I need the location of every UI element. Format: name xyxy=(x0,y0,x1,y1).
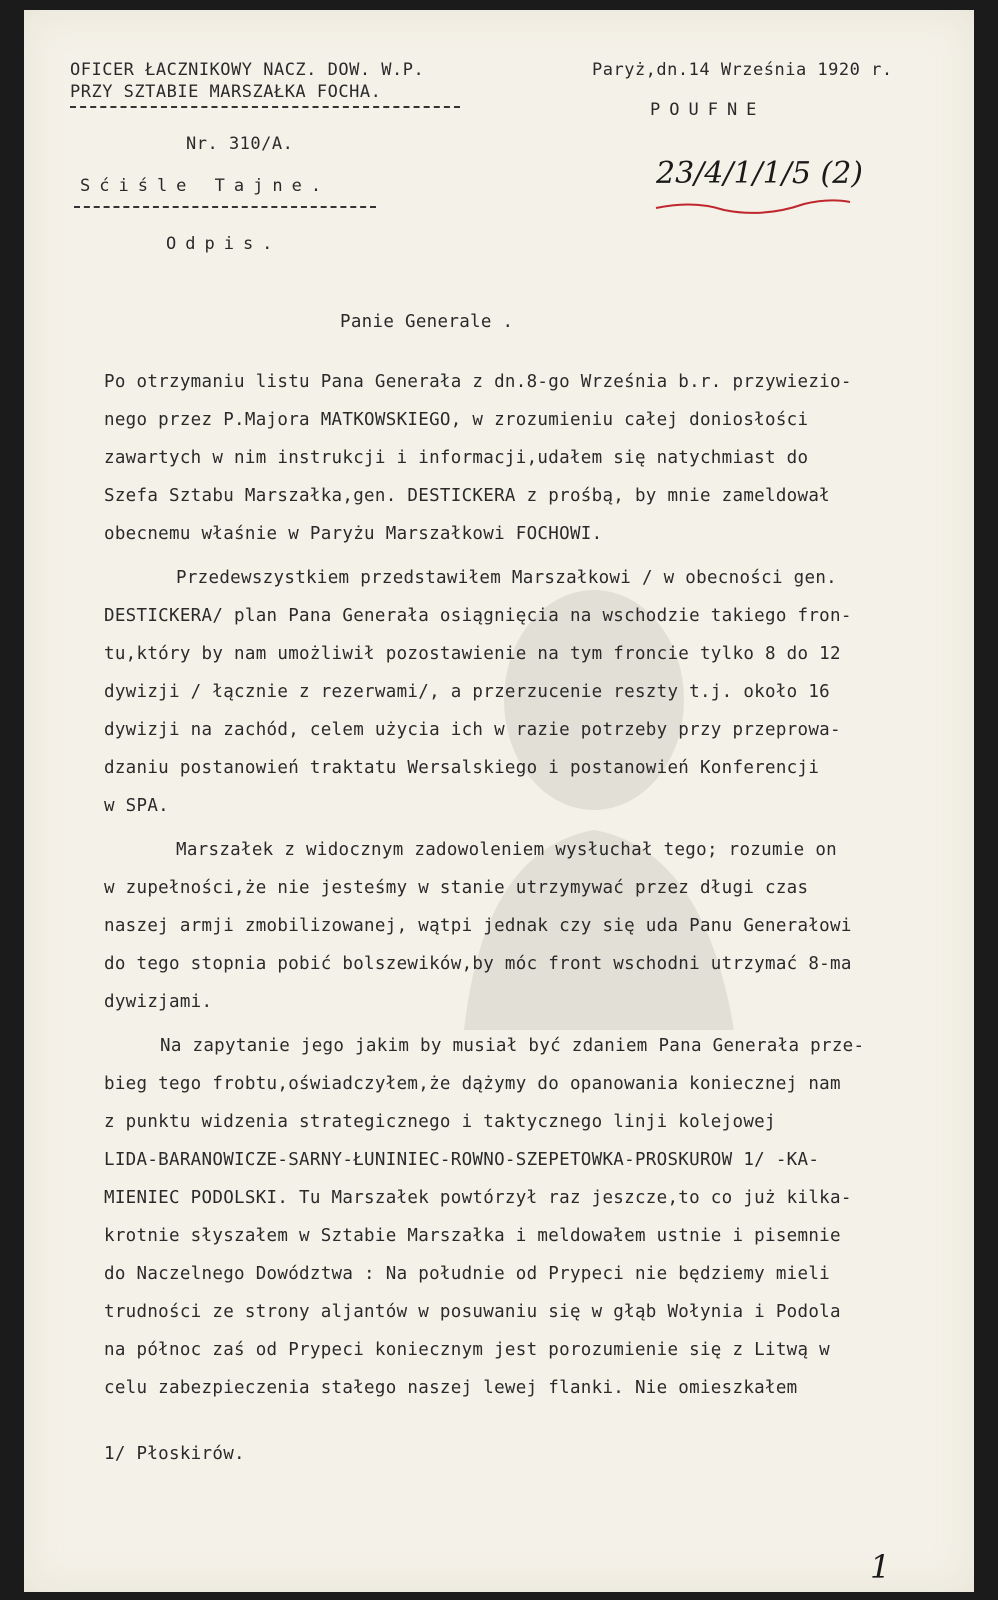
body-line: dywizjami. xyxy=(104,992,213,1012)
body-line: bieg tego frobtu,oświadczyłem,że dążymy do opanowania koniecznej nam xyxy=(104,1074,841,1094)
body-line: w SPA. xyxy=(104,796,170,816)
body-line: Na zapytanie jego jakim by musiał być zdaniem Pana Generała prze- xyxy=(160,1036,865,1056)
body-line: nego przez P.Majora MATKOWSKIEGO, w zrozumieniu całej doniosłości xyxy=(104,410,809,430)
body-line: w zupełności,że nie jesteśmy w stanie utrzymywać przez długi czas xyxy=(104,878,809,898)
secrecy-label: Sćiśle Tajne. xyxy=(80,176,331,196)
document-number: Nr. 310/A. xyxy=(186,134,294,154)
page-number-handwritten: 1 xyxy=(870,1548,891,1586)
body-line: krotnie słyszałem w Sztabie Marszałka i meldowałem ustnie i pisemnie xyxy=(104,1226,841,1246)
org-line-1: OFICER ŁACZNIKOWY NACZ. DOW. W.P. xyxy=(70,60,425,80)
body-line: trudności ze strony aljantów w posuwaniu się w głąb Wołynia i Podola xyxy=(104,1302,841,1322)
red-underline xyxy=(654,194,854,216)
document-sheet xyxy=(24,10,974,1592)
body-line: Szefa Sztabu Marszałka,gen. DESTICKERA z prośbą, by mnie zameldował xyxy=(104,486,831,506)
body-line: DESTICKERA/ plan Pana Generała osiągnięcia na wschodzie takiego fron- xyxy=(104,606,852,626)
body-line: dywizji na zachód, celem użycia ich w razie potrzeby przy przeprowa- xyxy=(104,720,841,740)
header-underline xyxy=(70,106,460,108)
body-line: zawartych w nim instrukcji i informacji,udałem się natychmiast do xyxy=(104,448,809,468)
body-line: dywizji / łącznie z rezerwami/, a przerzucenie reszty t.j. około 16 xyxy=(104,682,831,702)
place-date: Paryż,dn.14 Września 1920 r. xyxy=(592,60,893,80)
classification-label: POUFNE xyxy=(650,100,766,120)
body-line: naszej armji zmobilizowanej, wątpi jednak czy się uda Panu Generałowi xyxy=(104,916,852,936)
salutation: Panie Generale . xyxy=(340,312,514,332)
body-line: MIENIEC PODOLSKI. Tu Marszałek powtórzył raz jeszcze,to co już kilka- xyxy=(104,1188,852,1208)
body-line: obecnemu właśnie w Paryżu Marszałkowi FOCHOWI. xyxy=(104,524,603,544)
body-line: Po otrzymaniu listu Pana Generała z dn.8-go Września b.r. przywiezio- xyxy=(104,372,852,392)
copy-mark: Odpis. xyxy=(166,234,282,254)
body-line: Marszałek z widocznym zadowoleniem wysłuchał tego; rozumie on xyxy=(176,840,837,860)
body-line: celu zabezpieczenia stałego naszej lewej flanki. Nie omieszkałem xyxy=(104,1378,798,1398)
body-line: tu,który by nam umożliwił pozostawienie na tym froncie tylko 8 do 12 xyxy=(104,644,841,664)
secrecy-underline xyxy=(74,206,376,208)
body-line: do Naczelnego Dowództwa : Na południe od Prypeci nie będziemy mieli xyxy=(104,1264,831,1284)
body-line: do tego stopnia pobić bolszewików,by móc front wschodni utrzymać 8-ma xyxy=(104,954,852,974)
body-line: LIDA-BARANOWICZE-SARNY-ŁUNINIEC-ROWNO-SZEPETOWKA-PROSKUROW 1/ -KA- xyxy=(104,1150,820,1170)
body-line: Przedewszystkiem przedstawiłem Marszałkowi / w obecności gen. xyxy=(176,568,837,588)
footnote: 1/ Płoskirów. xyxy=(104,1444,245,1464)
body-line: na północ zaś od Prypeci koniecznym jest porozumienie się z Litwą w xyxy=(104,1340,831,1360)
org-line-2: PRZY SZTABIE MARSZAŁKA FOCHA. xyxy=(70,82,382,102)
body-line: dzaniu postanowień traktatu Wersalskiego i postanowień Konferencji xyxy=(104,758,820,778)
body-line: z punktu widzenia strategicznego i taktycznego linji kolejowej xyxy=(104,1112,776,1132)
archive-reference-handwritten: 23/4/1/1/5 (2) xyxy=(656,156,863,191)
